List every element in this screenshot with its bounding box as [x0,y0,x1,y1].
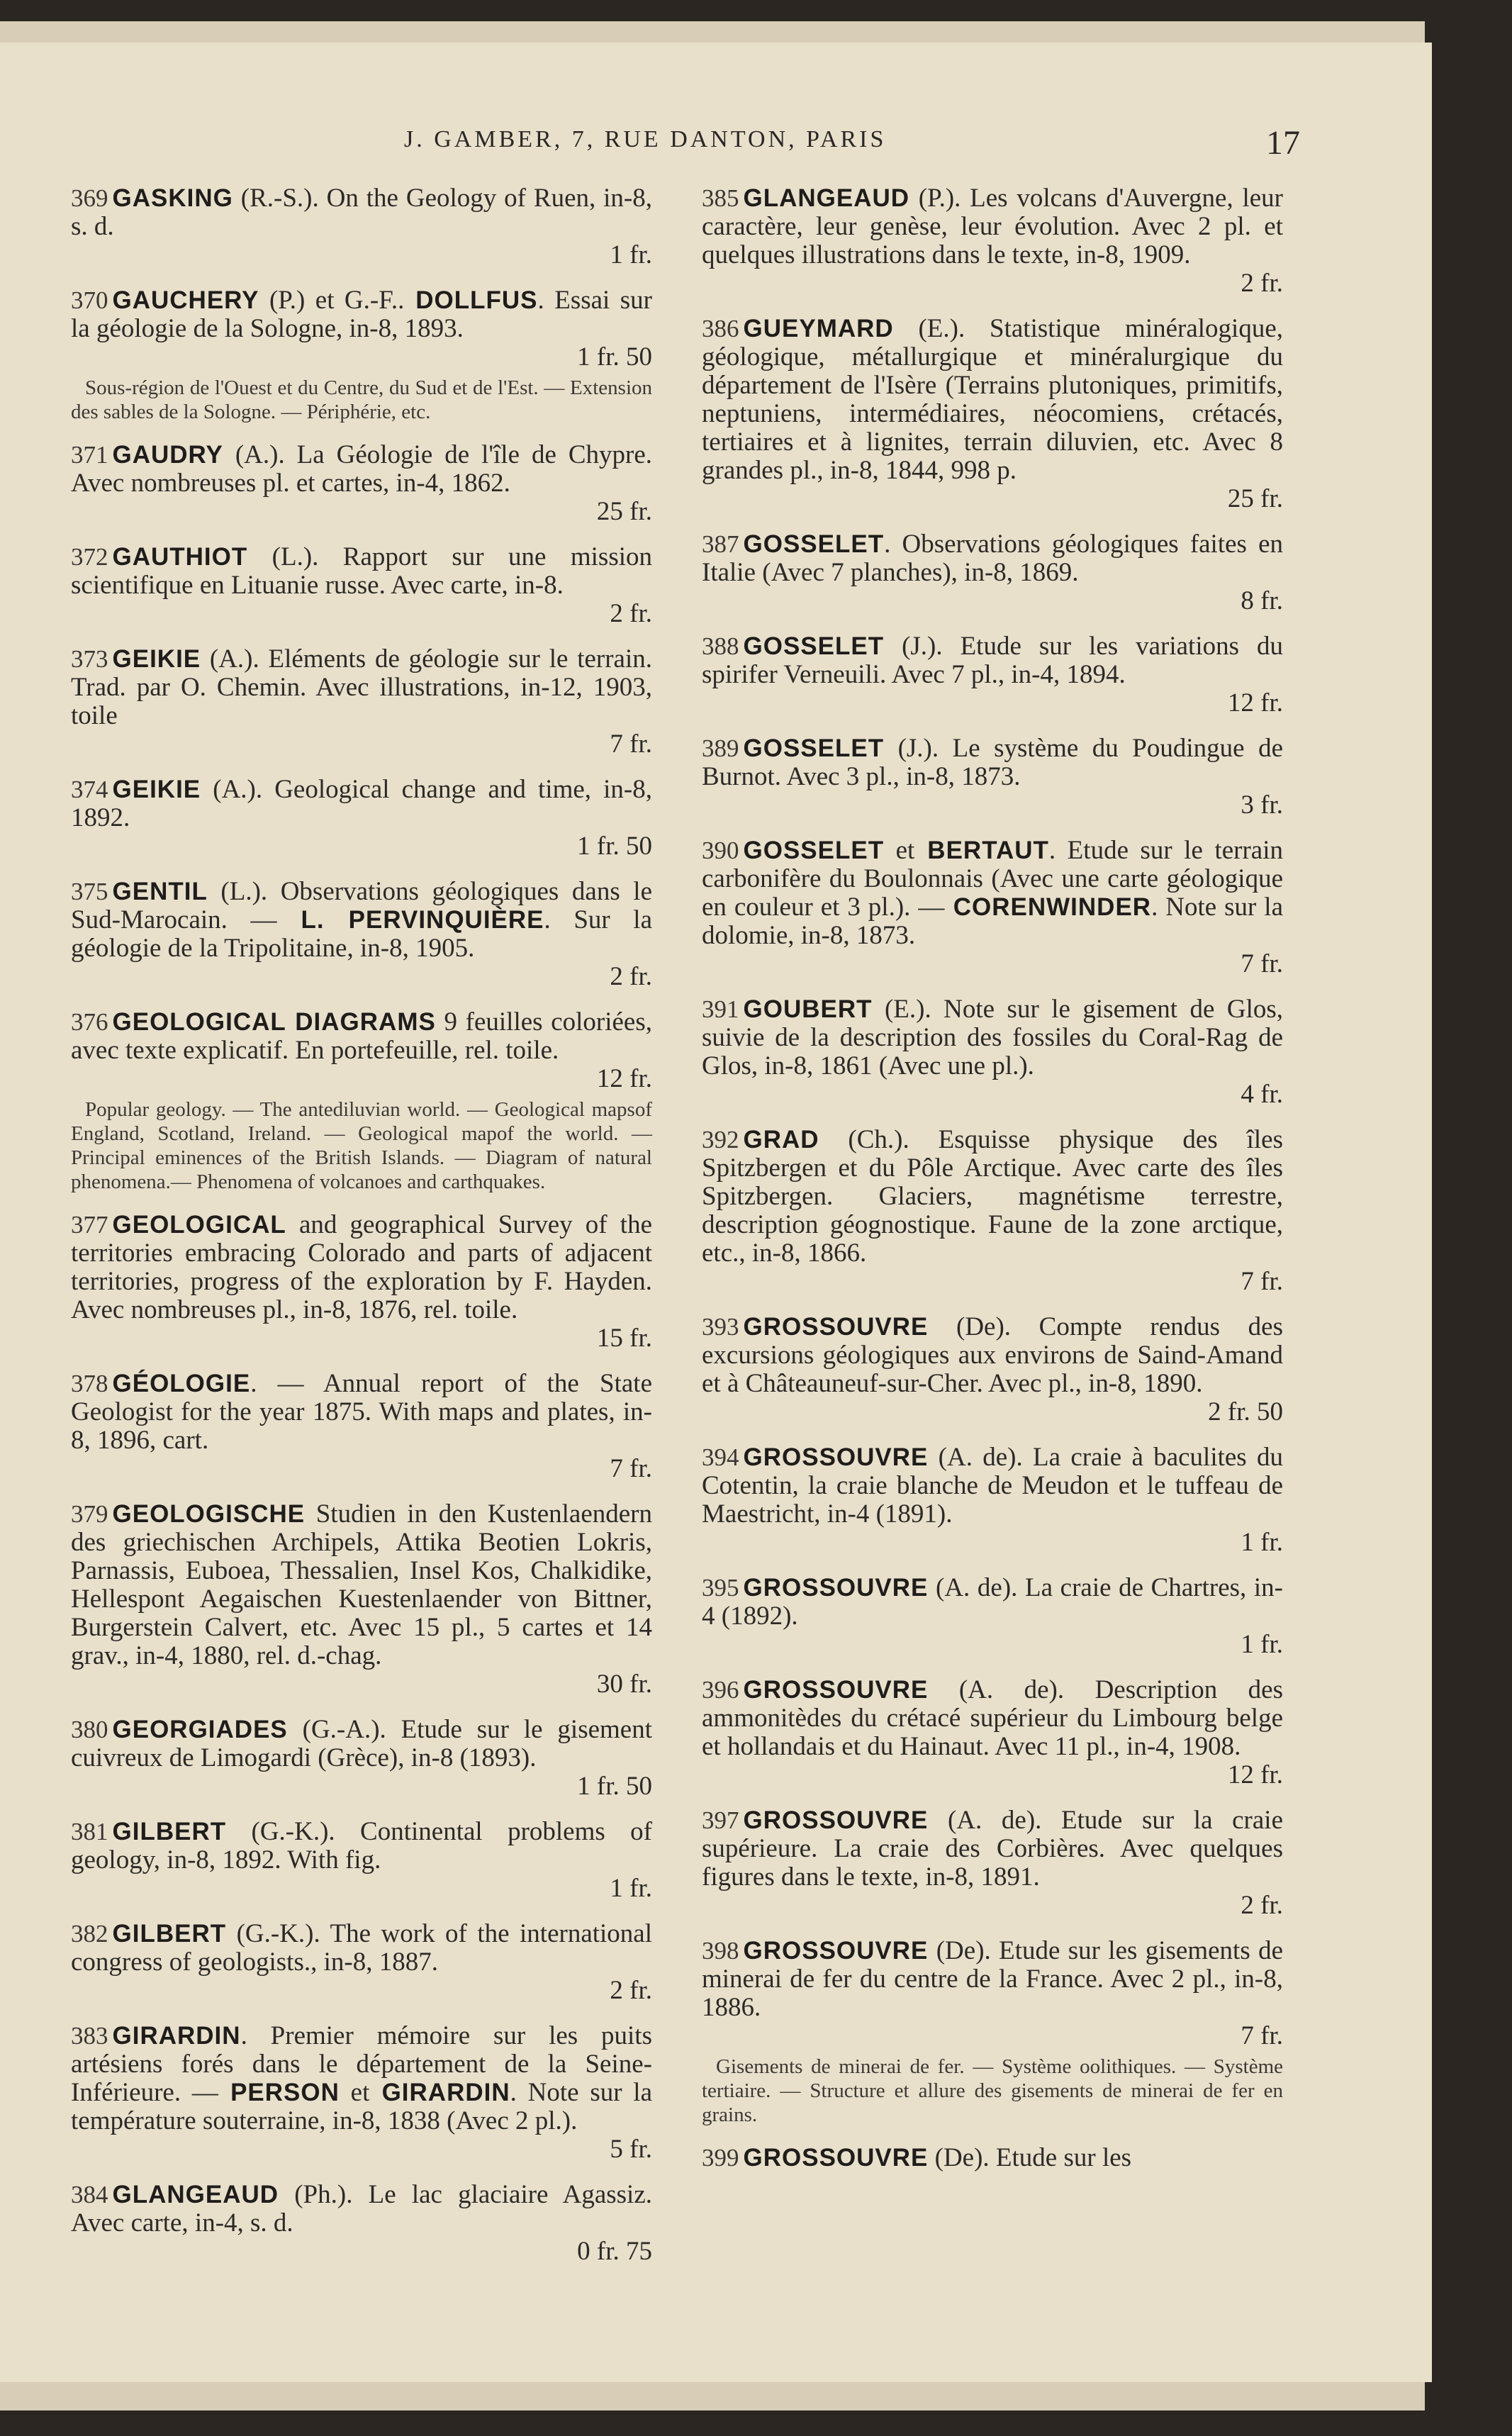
catalogue-entry [71,543,652,628]
entry-author: GOSSELET [743,632,885,660]
entry-author: GROSSOUVRE [743,1806,929,1834]
entry-text: (A.). La Géologie de l'île de Chypre. Avec nombreuses pl. et cartes, in-4, 1862. [71,440,652,498]
catalogue-entry [71,776,652,861]
entry-number: 395 [702,1574,739,1602]
catalogue-entry [71,1716,652,1801]
catalogue-entry [702,1574,1283,1659]
entry-number: 396 [702,1676,739,1704]
entry-price: 15 fr. [596,1324,652,1353]
entry-text: . Note sur la température souterraine, in-8, 1838 (Avec 2 pl.). [71,2078,652,2135]
entry-price: 7 fr. [610,1454,652,1483]
entry-price: 0 fr. 75 [577,2237,652,2266]
entry-price: 12 fr. [1227,1760,1283,1789]
entry-coauthor: L. PERVINQUIÈRE [276,906,544,934]
entry-text: (R.-S.). On the Geology of Ruen, in-8, s. d. [71,184,652,241]
entry-number: 371 [71,441,108,469]
entry-number: 382 [71,1920,108,1948]
catalogue-entry [702,837,1283,978]
entry-text: . Essai sur la géologie de la Sologne, in-8, 1893. [71,286,653,343]
entry-text: . Sur la géologie de la Tripolitaine, in-8, 1905. [71,905,653,963]
catalogue-entry [702,1676,1283,1789]
entry-author: GÉOLOGIE [112,1370,251,1397]
catalogue-entry [71,2022,652,2164]
entry-price: 8 fr. [1241,586,1283,615]
entry-text: 9 feuilles coloriées, avec texte explicatif. En portefeuille, rel. toile. [71,1007,652,1065]
entry-number: 373 [71,645,108,673]
entry-price: 1 fr. [1241,1630,1283,1659]
entry-author: GROSSOUVRE [743,1313,929,1341]
entry-price: 7 fr. [1241,949,1283,978]
entry-author: GENTIL [112,878,208,905]
entry-price: 1 fr. 50 [577,1772,652,1801]
entry-number: 377 [71,1211,108,1239]
entry-text: (A.). Geological change and time, in-8, 1892. [71,775,652,832]
entry-text: (G.-K.). Continental problems of geology, in-8, 1892. With fig. [71,1817,652,1875]
entry-number: 374 [71,776,108,803]
catalogue-entry [702,1126,1283,1296]
entry-price: 25 fr. [1227,484,1283,513]
entry-author: GEOLOGICAL [112,1211,286,1239]
catalogue-entry [702,1443,1283,1557]
entry-number: 385 [702,184,739,212]
entry-price: 12 fr. [1227,688,1283,717]
entry-author: GOSSELET [743,734,885,762]
entry-number: 387 [702,530,739,558]
catalogue-entry [71,1370,652,1483]
entry-author: GROSSOUVRE [743,1676,929,1704]
entry-author: GROSSOUVRE [743,1443,929,1471]
catalogue-entry [71,1211,652,1353]
entry-note: Popular geology. — The antediluvian world. — Geological mapsof England, Scotland, Ireland. — Geological mapof the world. — Principal eminences of the British Islands. — Diagram of natural phenomena.— Phenomena of volcanoes and carthquakes. [71,1098,652,1193]
entry-author: GRAD [743,1126,819,1153]
entry-text: (G.-A.). Etude sur le gisement cuivreux de Limogardi (Grèce), in-8 (1893). [71,1715,652,1772]
entry-price: 2 fr. [1241,269,1283,298]
entry-author: GAUTHIOT [112,543,248,571]
entry-number: 391 [702,995,739,1023]
catalogue-entry [702,530,1283,615]
catalogue-entry [71,1920,652,2005]
entry-text: (De). Etude sur les [928,2143,1132,2172]
entry-price: 12 fr. [596,1064,652,1093]
entry-author: GEOLOGISCHE [112,1500,306,1528]
entry-text: (A. de). Etude sur la craie supérieure. La craie des Corbières. Avec quelques figures dans le texte, in-8, 1891. [702,1806,1283,1892]
left-column [71,184,652,2283]
catalogue-entry [71,645,652,759]
entry-price: 1 fr. [610,1874,652,1903]
page-number: 17 [1266,124,1300,162]
entry-price: 2 fr. 50 [1208,1397,1283,1426]
catalogue-entry [702,995,1283,1109]
entry-author: GAUDRY [112,441,223,469]
entry-author: GILBERT [112,1818,227,1845]
entry-price: 1 fr. [610,240,652,269]
catalogue-entry [71,1008,652,1194]
entry-number: 376 [71,1008,108,1036]
entry-number: 369 [71,184,108,212]
catalogue-entry [702,632,1283,717]
entry-number: 372 [71,543,108,571]
entry-price: 2 fr. [610,599,652,628]
entry-author: GOSSELET [743,837,885,864]
entry-text: . Note sur la dolomie, in-8, 1873. [702,893,1283,950]
entry-number: 375 [71,878,108,905]
entry-text: (P.). Les volcans d'Auvergne, leur caractère, leur genèse, leur évolution. Avec 2 pl. et quelques illustrations dans le texte, in-8, 1909. [702,184,1283,269]
entry-text: (E.). Note sur le gisement de Glos, suivie de la description des fossiles du Coral-Rag de Glos, in-8, 1861 (Avec une pl.). [702,995,1283,1080]
entry-price: 30 fr. [596,1670,652,1699]
entry-coauthor: BERTAUT [914,837,1049,864]
entry-text: (E.). Statistique minéralogique, géologique, métallurgique et minéralurgique du département de l'Isère (Terrains plutoniques, primitifs, neptuniens, intermédiaires, néocomiens, crétacés, tertiaires et à lignites, terrain diluvien, etc. Avec 8 grandes pl., in-8, 1844, 998 p. [702,314,1283,485]
catalogue-entry [702,1806,1283,1920]
entry-number: 397 [702,1806,739,1834]
entry-number: 388 [702,632,739,660]
entry-author: GROSSOUVRE [743,1937,929,1965]
entry-note: Gisements de minerai de fer. — Système oolithiques. — Système tertiaire. — Structure et allure des gisements de minerai de fer en grains. [702,2055,1283,2126]
entry-text: (A. de). Description des ammonitèdes du crétacé supérieur du Limbourg belge et hollandais et du Hainaut. Avec 11 pl., in-4, 1908. [702,1675,1283,1761]
entry-coauthor: PERSON [218,2079,340,2106]
entry-author: GASKING [112,184,233,212]
entry-author: GEIKIE [112,645,201,673]
entry-text: . — Annual report of the State Geologist for the year 1875. With maps and plates, in-8, 1896, cart. [71,1369,652,1455]
entry-number: 379 [71,1500,108,1528]
entry-number: 393 [702,1313,739,1341]
entry-text: and geographical Survey of the territories embracing Colorado and parts of adjacent territories, progress of the exploration by F. Hayden. Avec nombreuses pl., in-8, 1876, rel. toile. [71,1210,652,1324]
entry-number: 398 [702,1937,739,1965]
entry-author: GILBERT [112,1920,227,1948]
entry-number: 399 [702,2144,739,2172]
entry-price: 3 fr. [1241,790,1283,820]
catalogue-entry [702,1937,1283,2127]
entry-text: . Etude sur le terrain carbonifère du Boulonnais (Avec une carte géologique en couleur et 3 pl.). — [702,836,1283,922]
entry-text: (J.). Le système du Poudingue de Burnot. Avec 3 pl., in-8, 1873. [702,734,1283,791]
entry-price: 25 fr. [596,497,652,526]
entry-price: 1 fr. [1241,1528,1283,1557]
catalogue-entry [702,184,1283,298]
entry-author: GROSSOUVRE [743,2144,929,2172]
entry-number: 384 [71,2181,108,2208]
entry-author: GUEYMARD [743,315,894,342]
entry-coauthor: GIRARDIN [369,2079,510,2106]
entry-text: (P.) et G.-F.. [259,286,405,315]
right-column [702,184,1283,2189]
entry-price: 7 fr. [1241,1267,1283,1296]
entry-number: 390 [702,837,739,864]
entry-author: GLANGEAUD [743,184,910,212]
catalogue-entry [702,734,1283,820]
entry-price: 2 fr. [1241,1891,1283,1920]
entry-author: GLANGEAUD [112,2181,279,2208]
entry-number: 394 [702,1443,739,1471]
catalogue-entry [71,286,652,424]
entry-coauthor: DOLLFUS [404,286,538,314]
entry-coauthor: CORENWINDER [944,893,1152,921]
entry-author: GEORGIADES [112,1716,288,1743]
catalogue-entry [702,2144,1283,2172]
entry-text: (Ch.). Esquisse physique des îles Spitzbergen et du Pôle Arctique. Avec carte des îles Spitzbergen. Glaciers, magnétisme terrestre, description géognostique. Faune de la zone arctique, etc., in-8, 1866. [702,1125,1283,1268]
entry-number: 380 [71,1716,108,1743]
entry-number: 381 [71,1818,108,1845]
entry-price: 2 fr. [610,962,652,991]
entry-text: et [884,836,915,865]
entry-number: 378 [71,1370,108,1397]
entry-text: . Premier mémoire sur les puits artésiens forés dans le département de la Seine-Inférieure. — [71,2021,652,2107]
entry-text: (L.). Rapport sur une mission scientifique en Lituanie russe. Avec carte, in-8. [71,542,652,600]
entry-text: et [339,2078,370,2107]
entry-note: Sous-région de l'Ouest et du Centre, du Sud et de l'Est. — Extension des sables de la Sologne. — Périphérie, etc. [71,376,652,423]
entry-text: (Ph.). Le lac glaciaire Agassiz. Avec carte, in-4, s. d. [71,2180,652,2237]
entry-text: (A.). Eléments de géologie sur le terrain. Trad. par O. Chemin. Avec illustrations, in-12, 1903, toile [71,644,652,730]
entry-price: 1 fr. 50 [577,832,652,861]
entry-text: (J.). Etude sur les variations du spirifer Verneuili. Avec 7 pl., in-4, 1894. [702,632,1283,689]
entry-number: 370 [71,286,108,314]
entry-text: (A. de). La craie à baculites du Cotentin, la craie blanche de Meudon et le tuffeau de Maestricht, in-4 (1891). [702,1443,1283,1529]
entry-text: Studien in den Kustenlaendern des griechischen Archipels, Attika Beotien Lokris, Parnassis, Euboea, Thessalien, Insel Kos, Chalkidike, Hellespont Aegaischen Kuestenlaender von Bittner, Burgerstein Calvert, etc. Avec 15 pl., 5 cartes et 14 grav., in-4, 1880, rel. d.-chag. [71,1499,652,1670]
entry-price: 7 fr. [1241,2021,1283,2050]
entry-text: (G.-K.). The work of the international congress of geologists., in-8, 1887. [71,1919,652,1977]
entry-price: 2 fr. [610,1976,652,2005]
entry-text: (A. de). La craie de Chartres, in-4 (1892). [702,1573,1283,1631]
catalogue-entry [702,1313,1283,1426]
entry-number: 386 [702,315,739,342]
entry-price: 7 fr. [610,730,652,759]
entry-author: GAUCHERY [112,286,259,314]
entry-text: (De). Compte rendus des excursions géologiques aux environs de Saind-Amand et à Châteauneuf-sur-Cher. Avec pl., in-8, 1890. [702,1312,1283,1398]
entry-price: 4 fr. [1241,1080,1283,1109]
entry-price: 1 fr. 50 [577,342,652,371]
running-title: J. GAMBER, 7, RUE DANTON, PARIS [404,126,887,152]
entry-author: GROSSOUVRE [743,1574,929,1602]
entry-number: 392 [702,1126,739,1153]
entry-text: (De). Etude sur les gisements de minerai de fer du centre de la France. Avec 2 pl., in-8, 1886. [702,1936,1283,2022]
catalogue-entry [702,315,1283,513]
entry-number: 389 [702,734,739,762]
catalogue-entry [71,878,652,991]
catalogue-entry [71,184,652,269]
entry-author: GOSSELET [743,530,885,558]
entry-price: 5 fr. [610,2135,652,2164]
page-header [0,126,1432,169]
entry-author: GEIKIE [112,776,201,803]
entry-author: GEOLOGICAL DIAGRAMS [112,1008,436,1036]
catalogue-entry [71,1818,652,1903]
catalogue-entry [71,2181,652,2266]
entry-text: . Observations géologiques faites en Italie (Avec 7 planches), in-8, 1869. [702,530,1283,587]
entry-number: 383 [71,2022,108,2050]
entry-author: GOUBERT [743,995,873,1023]
catalogue-entry [71,1500,652,1699]
entry-text: (L.). Observations géologiques dans le Sud-Marocain. — [71,877,652,934]
catalogue-entry [71,441,652,526]
entry-author: GIRARDIN [112,2022,241,2050]
